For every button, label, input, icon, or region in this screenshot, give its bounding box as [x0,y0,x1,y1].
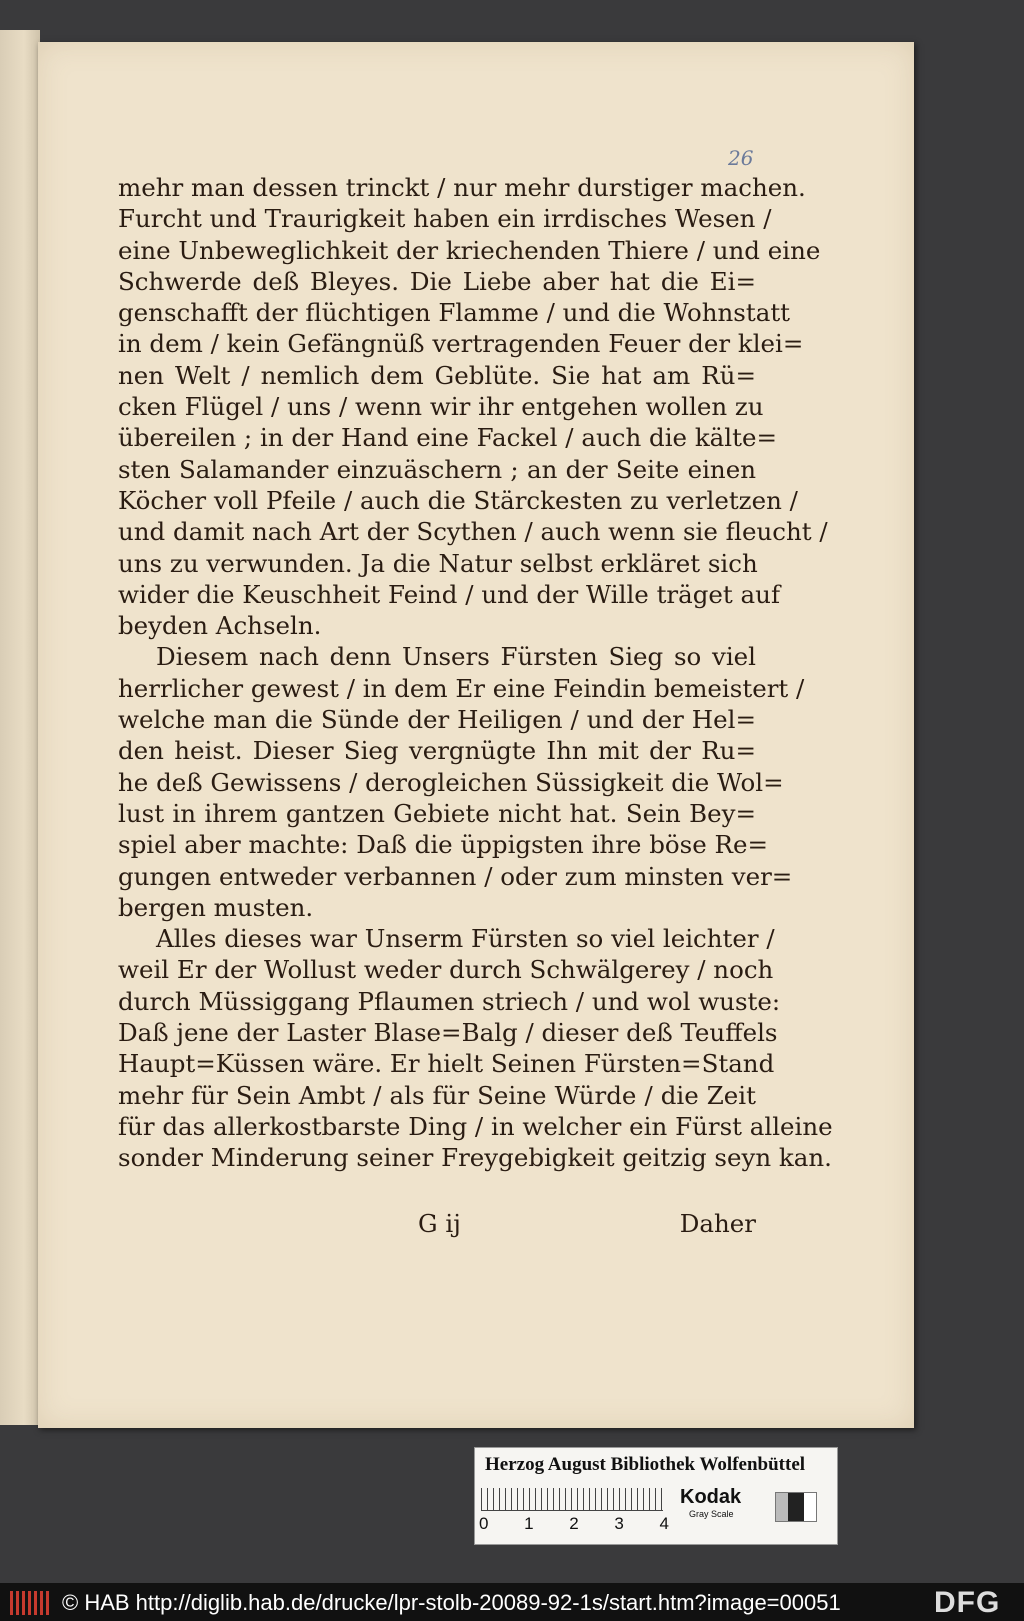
text-line: mehr man dessen trinckt / nur mehr durstiger machen. [118,173,806,202]
text-line: herrlicher gewest / in dem Er eine Feindin bemeistert / [118,673,805,703]
text-line: durch Müssiggang Pflaumen striech / und wol wuste: [118,986,781,1016]
color-calibration-card [474,1447,838,1545]
ruler-number: 4 [659,1514,669,1533]
text-line: sten Salamander einzuäschern ; an der Seite einen [118,454,756,484]
text-line: sonder Minderung seiner Freygebigkeit geitzig seyn kan. [118,1143,832,1173]
text-line: Daß jene der Laster Blase=Balg / dieser deß Teuffels [118,1018,778,1048]
text-line: in dem / kein Gefängnüß vertragenden Feuer der klei= [118,329,804,359]
ruler-number: 2 [569,1514,579,1533]
ruler-number: 1 [524,1514,534,1533]
text-line: eine Unbeweglichkeit der kriechenden Thiere / und eine [118,235,821,265]
text-line: mehr für Sein Ambt / als für Seine Würde / die Zeit [118,1080,756,1110]
text-line: Furcht und Traurigkeit haben ein irrdisches Wesen / [118,204,772,234]
text-line: übereilen ; in der Hand eine Fackel / auch die kälte= [118,423,777,453]
hab-logo-icon [10,1591,50,1615]
text-line: cken Flügel / uns / wenn wir ihr entgehen wollen zu [118,392,764,422]
folio-number: 26 [728,146,754,170]
body-text [118,172,833,1174]
text-line: nen Welt / nemlich dem Geblüte. Sie hat am Rü= [118,360,756,390]
text-line: Schwerde deß Bleyes. Die Liebe aber hat die Ei= [118,266,756,296]
page-footer [118,1209,756,1241]
dfg-logo: DFG [934,1586,1001,1619]
text-line: wider die Keuschheit Feind / und der Wille träget auf [118,579,781,609]
catchword: Daher [679,1209,756,1238]
text-line: gungen entweder verbannen / oder zum minsten ver= [118,861,793,891]
text-line: den heist. Dieser Sieg vergnügte Ihn mit der Ru= [118,736,756,766]
adjacent-page-edge [0,30,40,1425]
text-line: lust in ihrem gantzen Gebiete nicht hat. Sein Bey= [118,798,756,828]
copyright-url[interactable]: © HAB http://diglib.hab.de/drucke/lpr-stolb-20089-92-1s/start.htm?image=00051 [62,1590,841,1615]
text-line: und damit nach Art der Scythen / auch wenn sie fleucht / [118,517,828,547]
text-line: beyden Achseln. [118,611,322,641]
text-line: Diesem nach denn Unsers Fürsten Sieg so viel [156,642,756,672]
text-line: für das allerkostbarste Ding / in welcher ein Fürst alleine [118,1111,833,1141]
text-line: Haupt=Küssen wäre. Er hielt Seinen Fürsten=Stand [118,1049,775,1079]
ruler-number: 3 [614,1514,624,1533]
kodak-logo: Kodak [680,1486,742,1508]
text-line: bergen musten. [118,892,314,922]
footer-bar [0,1583,1024,1621]
text-line: Köcher voll Pfeile / auch die Stärckesten zu verletzen / [118,485,798,515]
kodak-subtitle: Gray Scale [689,1509,734,1519]
text-line: he deß Gewissens / derogleichen Süssigkeit die Wol= [118,767,784,797]
ruler-number: 0 [479,1514,489,1533]
text-line: genschafft der flüchtigen Flamme / und die Wohnstatt [118,298,791,328]
signature-mark: G ij [418,1209,461,1238]
text-line: uns zu verwunden. Ja die Natur selbst erkläret sich [118,548,758,578]
text-line: welche man die Sünde der Heiligen / und der Hel= [118,705,756,735]
text-line: spiel aber machte: Daß die üppigsten ihre böse Re= [118,830,768,860]
gray-scale-patch [775,1492,817,1522]
ruler-numbers [479,1514,669,1534]
library-name: Herzog August Bibliothek Wolfenbüttel [485,1454,806,1475]
text-line: weil Er der Wollust weder durch Schwälgerey / noch [118,955,774,985]
ruler-scale [481,1488,663,1511]
text-line: Alles dieses war Unserm Fürsten so viel leichter / [156,924,775,954]
